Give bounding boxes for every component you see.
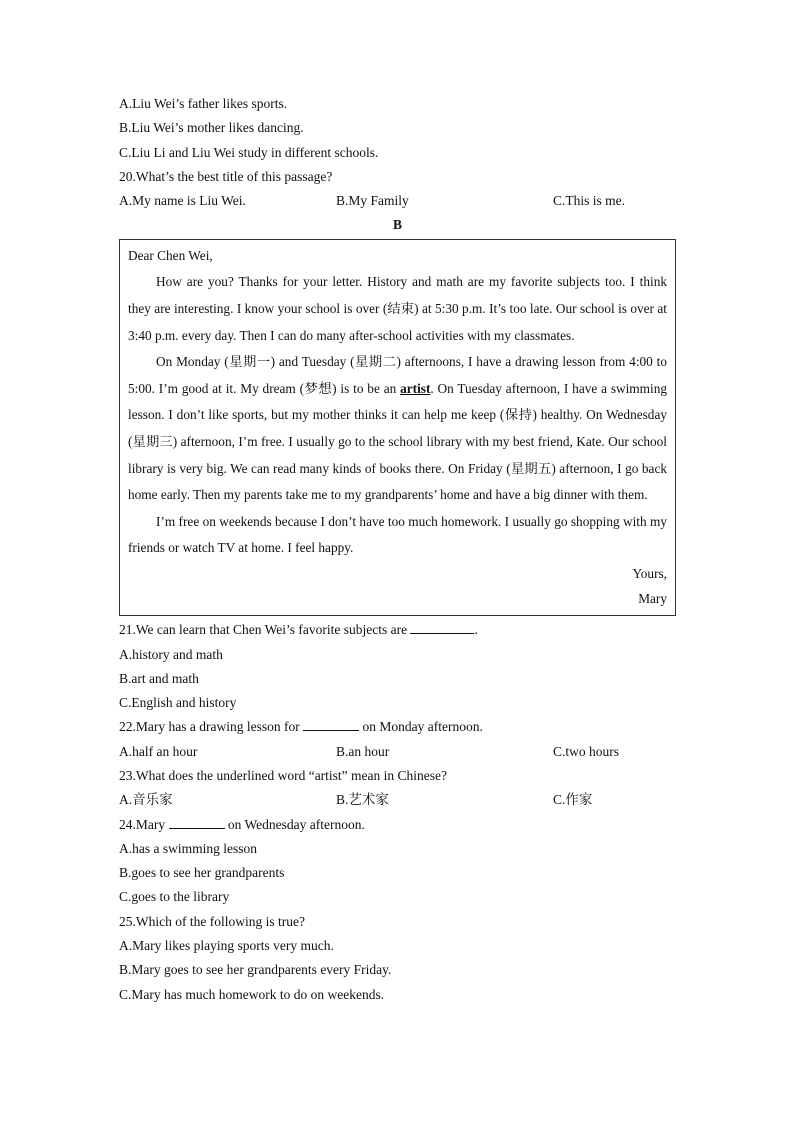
option-a: A.My name is Liu Wei.: [119, 193, 246, 209]
section-title: B: [392, 217, 402, 233]
question-20-stem: 20.What’s the best title of this passage?: [119, 168, 333, 184]
letter-closing: Yours,: [632, 566, 667, 582]
option-a: A.Liu Wei’s father likes sports.: [119, 96, 288, 111]
option-c: C.Mary has much homework to do on weekends.: [119, 986, 385, 1002]
answer-blank: [303, 716, 359, 731]
question-23-options: [119, 788, 676, 812]
letter-paragraph-2: [128, 349, 667, 509]
question-24-stem: [119, 813, 676, 837]
option-a: A.has a swimming lesson: [119, 840, 257, 856]
question-21-text: 21.We can learn that Chen Wei’s favorite subjects are: [119, 622, 411, 638]
option-b: B.Mary goes to see her grandparents every Friday.: [119, 962, 392, 978]
option-c: C.English and history: [119, 695, 237, 711]
option-c: C.goes to the library: [119, 889, 230, 905]
option-b: B.My Family: [336, 193, 409, 209]
option-c: C.作家: [553, 792, 593, 808]
underlined-word: artist: [400, 380, 431, 396]
reading-letter: [119, 239, 676, 616]
question-23-stem: 23.What does the underlined word “artist” mean in Chinese?: [119, 767, 448, 783]
letter-paragraph-3: I’m free on weekends because I don’t have too much homework. I usually go shopping with my friends or watch TV at home. I feel happy.: [128, 513, 667, 556]
answer-blank: [410, 619, 474, 634]
letter-signature: Mary: [638, 590, 667, 606]
question-22-end: on Monday afternoon.: [359, 719, 483, 735]
letter-greeting: Dear Chen Wei,: [128, 248, 213, 264]
question-22-text: 22.Mary has a drawing lesson for: [119, 719, 304, 735]
question-24-end: on Wednesday afternoon.: [224, 816, 365, 832]
option-c: C.Liu Li and Liu Wei study in different schools.: [119, 144, 379, 160]
option-b: B.art and math: [119, 670, 199, 686]
option-a: A.history and math: [119, 646, 223, 662]
letter-paragraph-2-start: On Monday (星期一) and Tuesday (星期二) afternoons, I have a drawing lesson from 4:00 to 5:00. I’m good at it. My dream (梦想) is to be an: [128, 354, 667, 396]
option-a: A.Mary likes playing sports very much.: [119, 938, 334, 954]
option-b: B.goes to see her grandparents: [119, 865, 285, 881]
option-b: B.Liu Wei’s mother likes dancing.: [119, 120, 304, 136]
option-c: C.two hours: [553, 743, 620, 759]
question-25-stem: 25.Which of the following is true?: [119, 913, 305, 929]
question-22-stem: [119, 715, 676, 739]
option-c: C.This is me.: [553, 193, 626, 209]
question-21-end: .: [474, 622, 478, 638]
question-21-stem: [119, 618, 676, 642]
worksheet-page: [119, 92, 676, 1007]
option-b: B.艺术家: [336, 792, 389, 808]
option-b: B.an hour: [336, 743, 390, 759]
question-20-options: [119, 189, 676, 213]
question-22-options: [119, 740, 676, 764]
letter-paragraph-2-end: . On Tuesday afternoon, I have a swimming lesson. I don’t like sports, but my mother thinks it can help me keep (保持) healthy. On Wednesday (星期三) afternoon, I’m free. I usually go to the school library with my best friend, Kate. Our school library is very big. We can read many kinds of books there. On Friday (星期五) afternoon, I go back home early. Then my parents take me to my grandparents’ home and have a big dinner with them.: [128, 380, 667, 503]
option-a: A.half an hour: [119, 743, 198, 759]
letter-paragraph-1: How are you? Thanks for your letter. History and math are my favorite subjects too. I think they are interesting. I know your school is over (结束) at 5:30 p.m. It’s too late. Our school is over at 3:40 p.m. every day. Then I can do many after-school activities with my classmates.: [128, 274, 667, 343]
option-a: A.音乐家: [119, 792, 173, 808]
answer-blank: [169, 814, 225, 829]
question-24-text: 24.Mary: [119, 816, 169, 832]
